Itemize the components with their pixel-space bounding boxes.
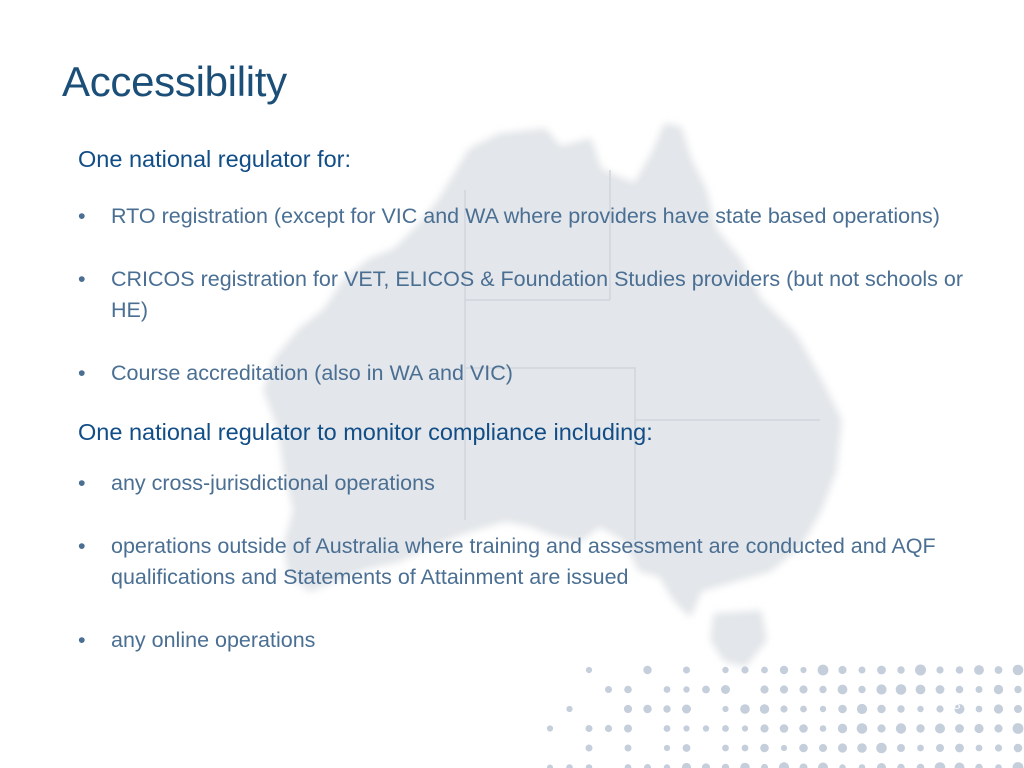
decorative-dot xyxy=(683,686,689,692)
list-item-text: CRICOS registration for VET, ELICOS & Foundation Studies providers (but not schools or HE) xyxy=(111,267,964,322)
decorative-dot xyxy=(858,686,865,693)
decorative-dot xyxy=(955,724,964,733)
decorative-dot xyxy=(547,765,553,768)
decorative-dot xyxy=(781,745,787,751)
decorative-dot xyxy=(896,684,907,695)
decorative-dot xyxy=(838,666,846,674)
decorative-dot xyxy=(897,744,905,752)
decorative-dot xyxy=(936,685,945,694)
decorative-dot xyxy=(994,704,1003,713)
decorative-dot xyxy=(625,764,632,768)
decorative-dot xyxy=(586,764,593,768)
decorative-dot xyxy=(877,724,885,732)
slide-content xyxy=(78,146,988,656)
decorative-dot xyxy=(664,725,671,732)
decorative-dot xyxy=(955,763,965,768)
decorative-dot xyxy=(976,706,983,713)
decorative-dot xyxy=(1014,744,1023,753)
decorative-dot xyxy=(760,744,769,753)
decorative-dot xyxy=(917,764,925,768)
decorative-dot xyxy=(800,667,806,673)
decorative-dot xyxy=(1013,665,1024,676)
decorative-dot xyxy=(896,723,906,733)
decorative-dot xyxy=(761,764,768,768)
decorative-dot xyxy=(780,705,787,712)
decorative-dot xyxy=(703,725,709,731)
decorative-dot xyxy=(976,745,983,752)
decorative-dot xyxy=(722,745,729,752)
decorative-dot xyxy=(995,744,1002,751)
decorative-dot xyxy=(780,685,788,693)
decorative-dot xyxy=(877,763,886,768)
decorative-dot xyxy=(857,723,868,734)
decorative-dot xyxy=(975,764,982,768)
decorative-dot xyxy=(742,745,749,752)
decorative-dot xyxy=(956,686,964,694)
decorative-dot xyxy=(605,725,612,732)
decorative-dot xyxy=(643,666,651,674)
decorative-dot xyxy=(682,705,691,714)
decorative-dot xyxy=(643,705,651,713)
decorative-dot xyxy=(838,705,847,714)
section-heading: One national regulator to monitor compliance including: xyxy=(78,419,653,445)
decorative-dot xyxy=(722,667,728,673)
decorative-dot xyxy=(859,667,866,674)
section-heading: One national regulator for: xyxy=(78,146,352,172)
decorative-dot xyxy=(974,724,983,733)
bullet-dot: • xyxy=(78,534,86,558)
decorative-dot xyxy=(586,745,593,752)
decorative-dot xyxy=(1013,723,1024,734)
decorative-dot xyxy=(994,685,1003,694)
list-item xyxy=(78,201,988,232)
decorative-dot xyxy=(819,744,827,752)
decorative-dot xyxy=(800,706,807,713)
decorative-dot xyxy=(917,706,923,712)
decorative-dot xyxy=(683,667,690,674)
decorative-dot xyxy=(915,665,926,676)
decorative-dot xyxy=(935,762,946,768)
decorative-dot xyxy=(721,685,730,694)
decorative-dot xyxy=(1014,686,1021,693)
decorative-dot xyxy=(838,743,847,752)
decorative-dot xyxy=(760,724,768,732)
decorative-dot xyxy=(995,764,1002,768)
decorative-dot xyxy=(683,725,689,731)
decorative-dot xyxy=(820,725,827,732)
decorative-dot xyxy=(760,685,768,693)
decorative-dot xyxy=(702,686,710,694)
list-item xyxy=(78,625,988,656)
decorative-dot xyxy=(916,685,926,695)
decorative-dot xyxy=(780,666,788,674)
decorative-dot xyxy=(760,704,769,713)
decorative-dot xyxy=(799,744,808,753)
decorative-dot xyxy=(1013,762,1024,768)
decorative-dot xyxy=(663,705,670,712)
bullet-dot: • xyxy=(78,204,86,228)
decorative-dot xyxy=(876,743,887,754)
decorative-dot xyxy=(916,724,924,732)
decorative-dot xyxy=(586,667,592,673)
bullet-dot: • xyxy=(78,361,86,385)
list-item xyxy=(78,358,988,389)
decorative-dot xyxy=(722,764,730,768)
decorative-dot xyxy=(624,705,632,713)
decorative-dot xyxy=(897,666,904,673)
decorative-dot xyxy=(877,666,886,675)
list-item-text: any online operations xyxy=(111,628,316,652)
bullet-list xyxy=(78,201,988,389)
decorative-dot xyxy=(976,686,983,693)
decorative-dot xyxy=(722,706,728,712)
decorative-dot xyxy=(820,706,826,712)
decorative-dot xyxy=(625,745,632,752)
decorative-dot xyxy=(995,666,1003,674)
decorative-dot xyxy=(935,724,945,734)
bullet-dot: • xyxy=(78,267,86,291)
decorative-dot xyxy=(742,725,748,731)
decorative-dot xyxy=(859,764,866,768)
decorative-dot xyxy=(624,725,632,733)
decorative-dot xyxy=(644,764,651,768)
decorative-dot xyxy=(839,764,845,768)
decorative-dot xyxy=(780,724,789,733)
decorative-dot xyxy=(876,684,886,694)
bullet-dot: • xyxy=(78,628,86,652)
decorative-dot xyxy=(566,764,573,768)
decorative-dot xyxy=(877,705,885,713)
decorative-dot xyxy=(800,764,808,768)
decorative-dot xyxy=(722,725,729,732)
decorative-dot xyxy=(682,763,691,768)
decorative-dot xyxy=(664,686,671,693)
decorative-dot xyxy=(740,763,750,768)
decorative-dot xyxy=(838,724,847,733)
decorative-dot xyxy=(586,725,593,732)
decorative-dot xyxy=(624,686,632,694)
list-item xyxy=(78,264,988,326)
decorative-dot xyxy=(897,764,904,768)
list-item-text: operations outside of Australia where training and assessment are conducted and AQF qualifications and Statements of Attainment are issued xyxy=(111,534,936,589)
decorative-dot xyxy=(838,685,848,695)
decorative-dot xyxy=(897,705,904,712)
decorative-dot xyxy=(917,745,924,752)
list-item-text: RTO registration (except for VIC and WA where providers have state based operations) xyxy=(111,204,940,228)
bullet-list xyxy=(78,468,988,656)
decorative-dot xyxy=(974,665,984,675)
decorative-dot xyxy=(956,666,964,674)
list-item xyxy=(78,531,988,593)
list-item xyxy=(78,468,988,499)
decorative-dot xyxy=(779,762,789,768)
decorative-dot xyxy=(936,744,944,752)
decorative-dot xyxy=(857,704,867,714)
decorative-dot xyxy=(605,686,612,693)
decorative-dot xyxy=(955,744,964,753)
decorative-dot xyxy=(936,705,943,712)
decorative-dot xyxy=(994,724,1002,732)
slide-title: Accessibility xyxy=(62,58,287,105)
decorative-dot xyxy=(740,704,750,714)
decorative-dot xyxy=(761,667,768,674)
decorative-dot xyxy=(799,685,807,693)
decorative-dot xyxy=(664,764,670,768)
decorative-dot xyxy=(566,706,572,712)
decorative-dot xyxy=(702,763,710,768)
decorative-dot xyxy=(818,665,829,676)
list-item-text: any cross-jurisdictional operations xyxy=(111,471,435,495)
decorative-dot xyxy=(741,666,748,673)
decorative-dot xyxy=(857,743,867,753)
decorative-dot xyxy=(819,686,826,693)
decorative-dot xyxy=(547,725,553,731)
bullet-dot: • xyxy=(78,471,86,495)
decorative-dot xyxy=(936,666,943,673)
list-item-text: Course accreditation (also in WA and VIC) xyxy=(111,361,513,385)
decorative-dot xyxy=(799,724,808,733)
decorative-dot xyxy=(1014,705,1022,713)
page-number: 18 xyxy=(946,697,961,712)
decorative-dot xyxy=(664,745,670,751)
decorative-dot xyxy=(818,763,828,768)
decorative-dot xyxy=(683,744,691,752)
